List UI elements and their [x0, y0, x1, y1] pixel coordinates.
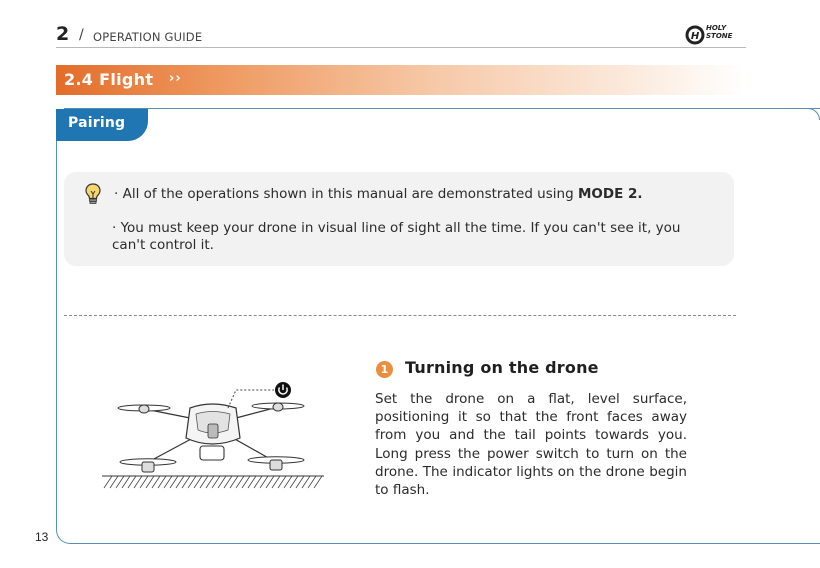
section-arrows: ›› [169, 71, 182, 86]
step-body: Set the drone on a flat, level surface, positioning it so that the front faces away from you and the tail points towards you. Long press the power switch to turn on the drone. The indicator lights on the drone begin to flash. [375, 391, 687, 499]
tab-label: Pairing [68, 115, 126, 131]
chapter-number: 2 [56, 23, 69, 45]
lightbulb-icon [84, 182, 102, 206]
note-line-visual-sight: · You must keep your drone in visual line of sight all the time. If you can't see it, you can't control it. [112, 220, 681, 253]
page-number: 13 [35, 530, 49, 544]
step-heading: Turning on the drone [405, 358, 599, 377]
drone-power-illustration-icon [98, 378, 326, 496]
content-frame-bottom [70, 543, 820, 544]
power-icon [275, 382, 291, 398]
section-title-bar [56, 65, 746, 95]
dashed-divider [64, 315, 736, 316]
pairing-tab [56, 109, 148, 141]
brand-line1: HOLY [706, 24, 727, 32]
header-separator: / [79, 27, 84, 43]
content-frame-corner [805, 108, 820, 120]
brand-line2: STONE [706, 31, 733, 40]
brand-wordmark [706, 25, 732, 40]
holy-stone-logo-icon [684, 24, 748, 46]
section-title: 2.4 Flight [64, 70, 154, 89]
header-title: OPERATION GUIDE [93, 30, 203, 44]
note-box [64, 172, 734, 266]
svg-text:H: H [690, 31, 700, 42]
content-frame-top [64, 108, 820, 109]
note-line-mode [114, 186, 643, 203]
note-line1-text: · All of the operations shown in this manual are demonstrated using [114, 186, 578, 202]
note-line1-bold: MODE 2. [577, 186, 643, 202]
header-divider [56, 47, 746, 48]
step-number-badge: 1 [376, 361, 393, 378]
page-header [56, 23, 746, 48]
